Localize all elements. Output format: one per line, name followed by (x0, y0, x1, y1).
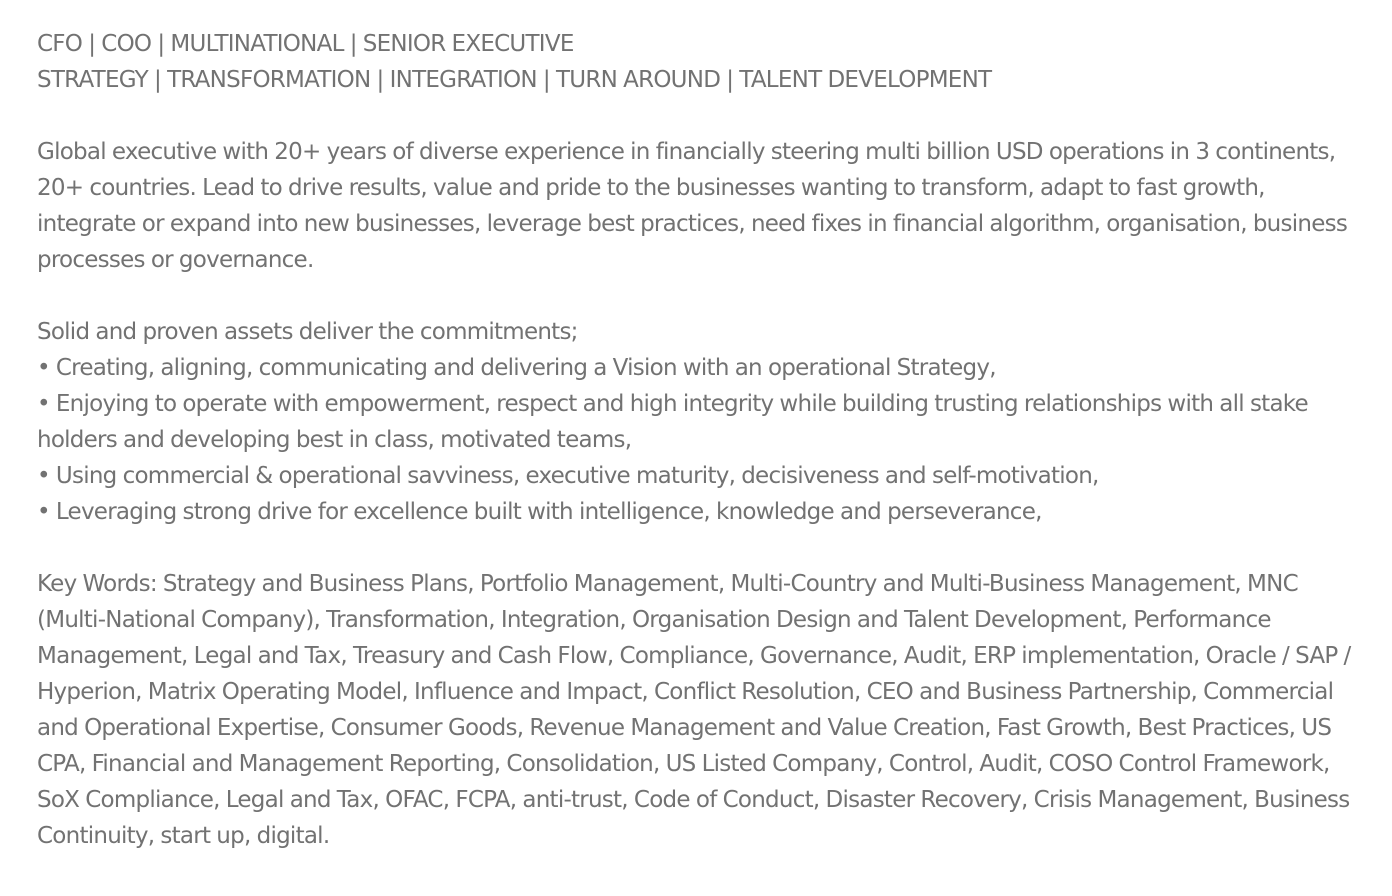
paragraph-spacer (37, 278, 1357, 314)
headline-expertise: STRATEGY | TRANSFORMATION | INTEGRATION | TURN AROUND | TALENT DEVELOPMENT (37, 67, 992, 93)
paragraph-spacer (37, 530, 1357, 566)
assets-heading: Solid and proven assets deliver the commitments; (37, 319, 578, 345)
asset-bullet: • Using commercial & operational savviness, executive maturity, decisiveness and self-motivation, (37, 463, 1099, 489)
keywords-paragraph: Key Words: Strategy and Business Plans, Portfolio Management, Multi-Country and Multi-Business Management, MNC (Multi-National Company), Transformation, Integration, Organisation Design and Talent Development, Performance Management, Legal and Tax, Treasury and Cash Flow, Compliance, Governance, Audit, ERP implementation, Oracle / SAP / Hyperion, Matrix Operating Model, Influence and Impact, Conflict Resolution, CEO and Business Partnership, Commercial and Operational Expertise, Consumer Goods, Revenue Management and Value Creation, Fast Growth, Best Practices, US CPA, Financial and Management Reporting, Consolidation, US Listed Company, Control, Audit, COSO Control Framework, SoX Compliance, Legal and Tax, OFAC, FCPA, anti-trust, Code of Conduct, Disaster Recovery, Crisis Management, Business Continuity, start up, digital. (37, 571, 1351, 849)
profile-summary (37, 26, 1357, 854)
headline-roles: CFO | COO | MULTINATIONAL | SENIOR EXECUTIVE (37, 31, 574, 57)
asset-bullet: • Leveraging strong drive for excellence built with intelligence, knowledge and perseverance, (37, 499, 1042, 525)
intro-paragraph: Global executive with 20+ years of diverse experience in financially steering multi billion USD operations in 3 continents, 20+ countries. Lead to drive results, value and pride to the businesses wanting to transform, adapt to fast growth, integrate or expand into new businesses, leverage best practices, need fixes in financial algorithm, organisation, business processes or governance. (37, 139, 1348, 273)
asset-bullet: • Enjoying to operate with empowerment, respect and high integrity while building trusting relationships with all stake holders and developing best in class, motivated teams, (37, 391, 1308, 453)
asset-bullet: • Creating, aligning, communicating and delivering a Vision with an operational Strategy, (37, 355, 996, 381)
paragraph-spacer (37, 98, 1357, 134)
